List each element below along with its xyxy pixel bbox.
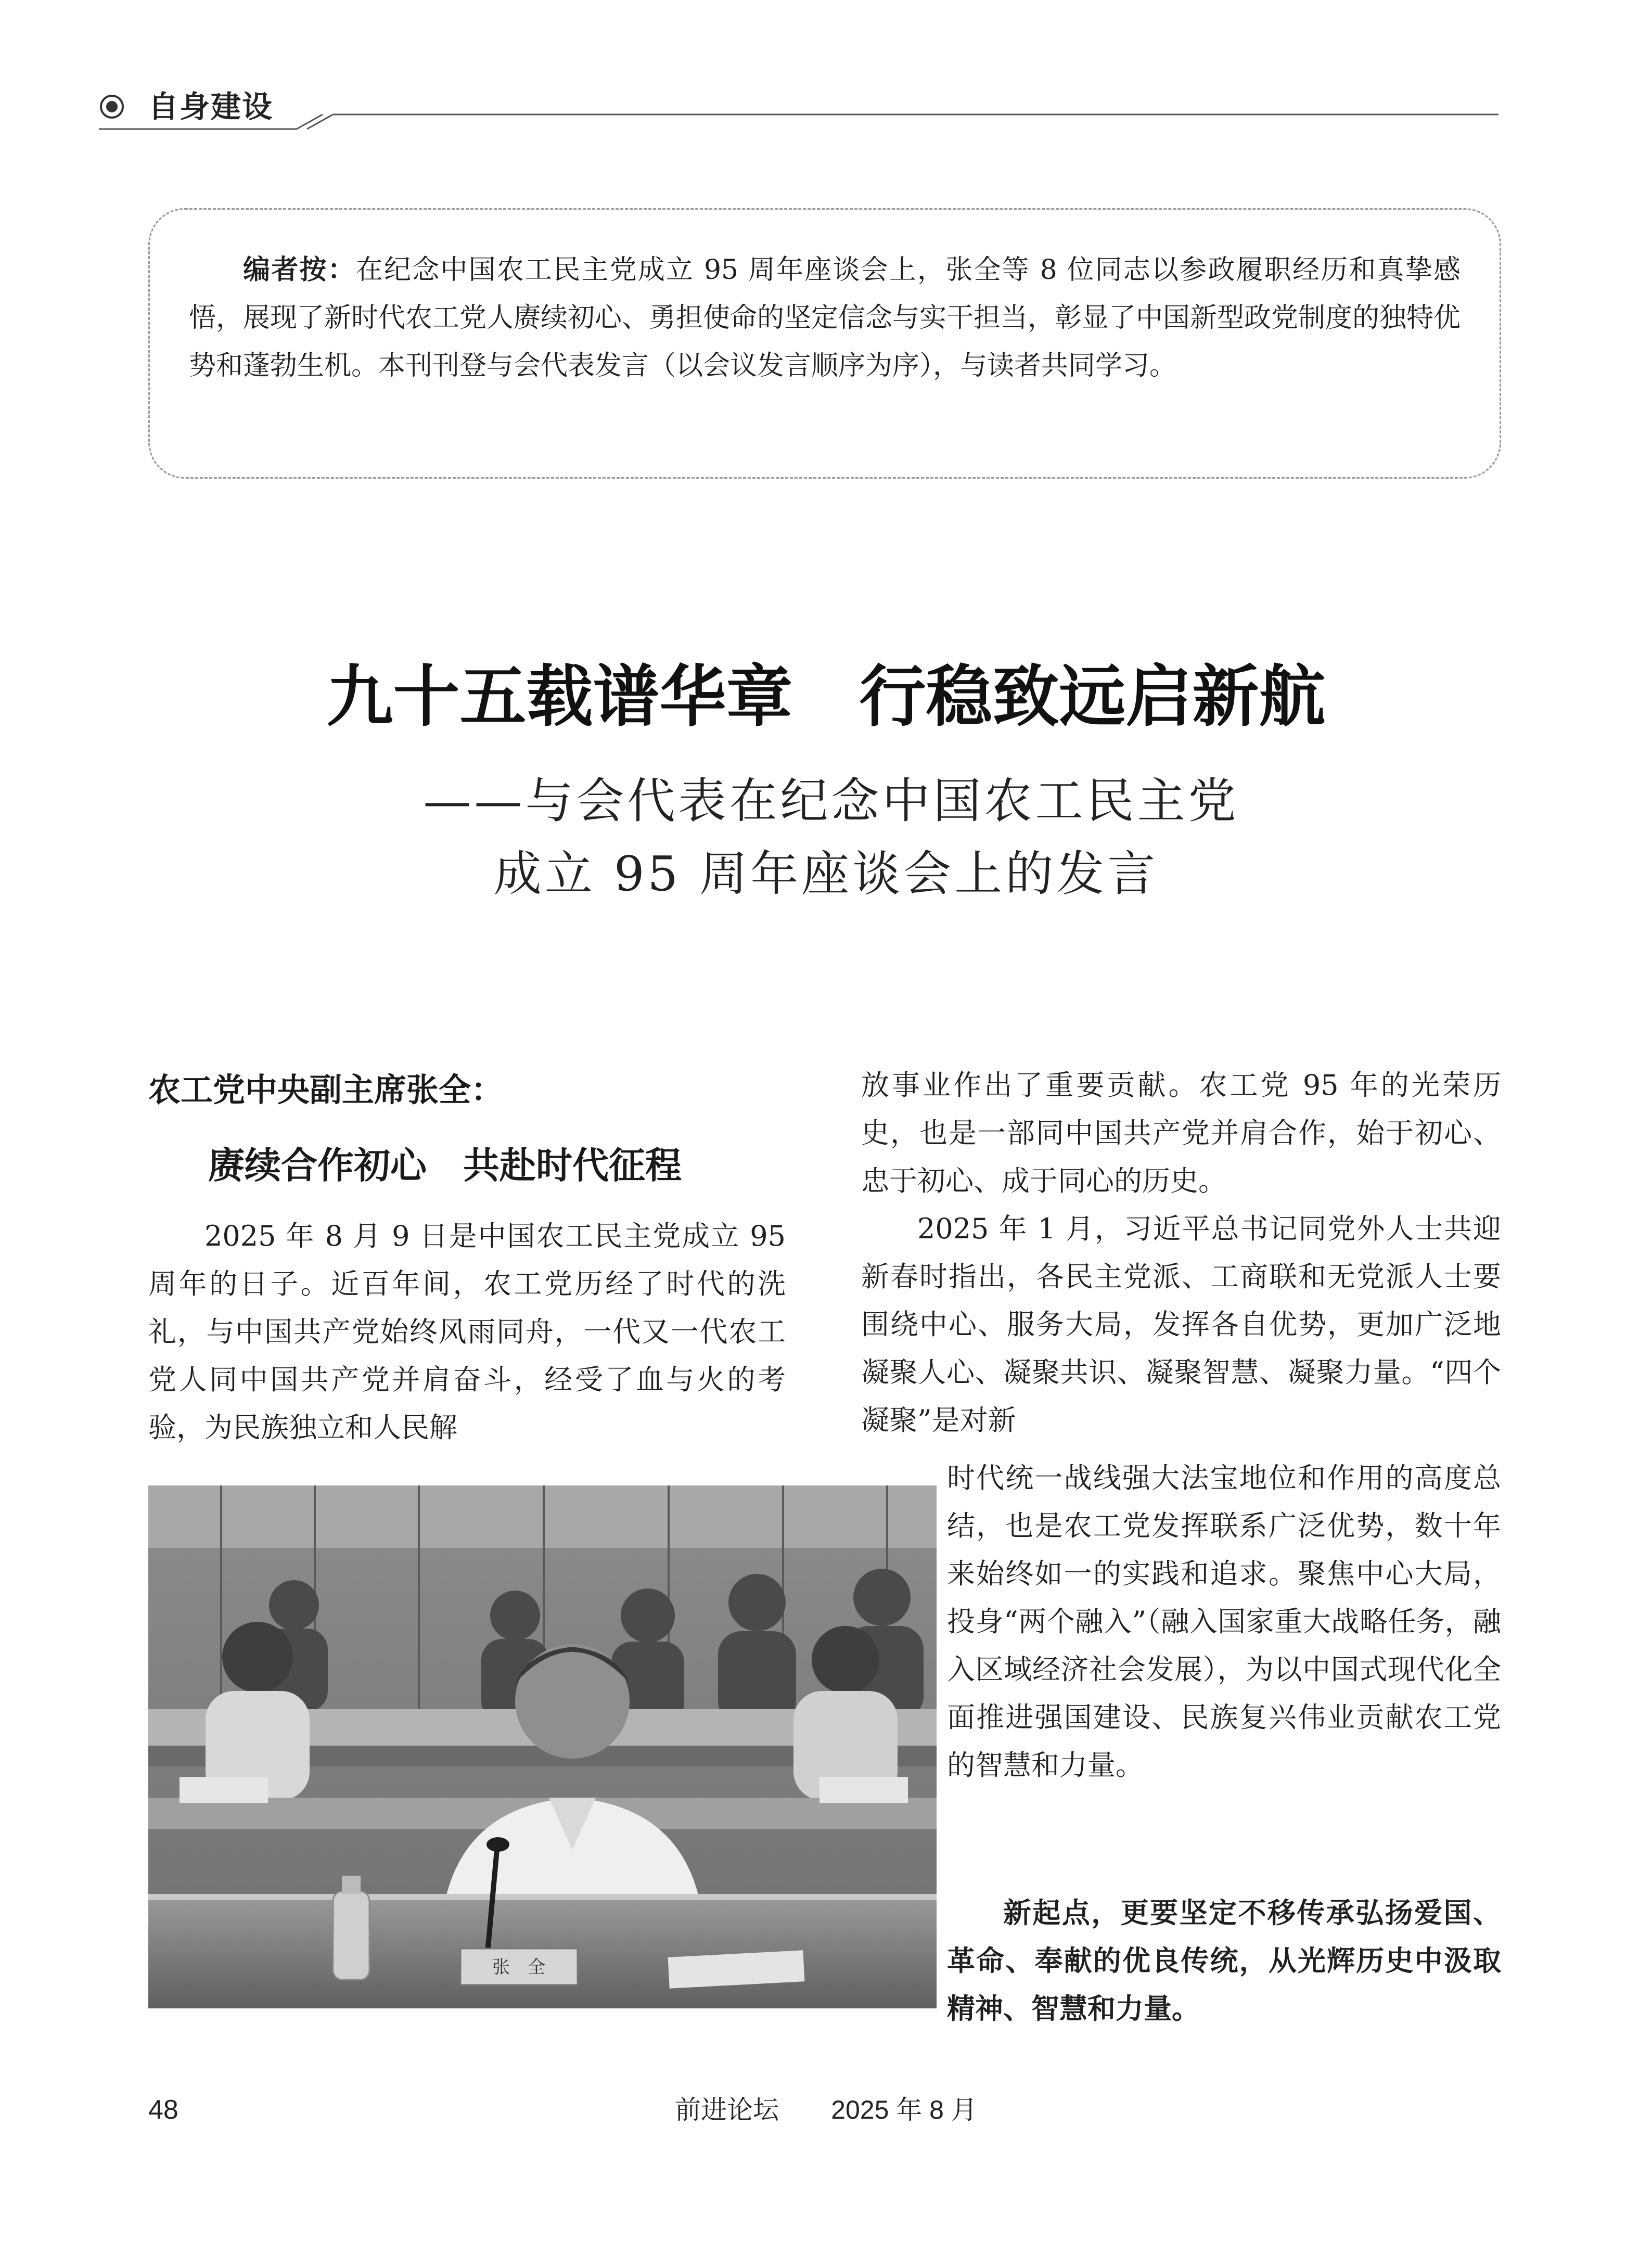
editor-note-box xyxy=(148,208,1501,479)
footer-publication: 前进论坛 2025 年 8 月 xyxy=(675,2095,977,2124)
body-paragraph: 2025 年 8 月 9 日是中国农工民主党成立 95 周年的日子。近百年间，农工党历经了时代的洗礼，与中国共产党始终风雨同舟，一代又一代农工党人同中国共产党并肩奋斗，经受了血与火的考验，为民族独立和人民解 xyxy=(148,1220,786,1444)
right-column-bold xyxy=(947,1889,1501,2032)
editor-note-text: 在纪念中国农工民主党成立 95 周年座谈会上，张全等 8 位同志以参政履职经历和真挚感悟，展现了新时代农工党人赓续初心、勇担使命的坚定信念与实干担当，彰显了中国新型政党制度的独特优势和蓬勃生机。本刊刊登与会代表发言（以会议发言顺序为序），与读者共同学习。 xyxy=(189,254,1461,381)
article-title: 九十五载谱华章 行稳致远启新航 xyxy=(326,658,1326,736)
editor-note xyxy=(189,246,1461,390)
left-column xyxy=(148,1212,786,1452)
article-subtitle-line-2: 成立 95 周年座谈会上的发言 xyxy=(493,846,1159,902)
body-paragraph-continuation: 时代统一战线强大法宝地位和作用的高度总结，也是农工党发挥联系广泛优势，数十年来始终如一的实践和追求。聚焦中心大局，投身“两个融入”（融入国家重大战略任务，融入区域经济社会发展），为以中国式现代化全面推进强国建设、民族复兴伟业贡献农工党的智慧和力量。 xyxy=(947,1462,1501,1782)
nameplate-text: 张 全 xyxy=(492,1957,545,1978)
speaker-heading: 农工党中央副主席张全： xyxy=(148,1071,504,1109)
meeting-photo-illustration xyxy=(148,1485,937,2008)
header-rule xyxy=(99,88,1499,135)
right-column-wrap xyxy=(947,1454,1501,1789)
body-paragraph-bold: 新起点，更要坚定不移传承弘扬爱国、革命、奉献的优良传统，从光辉历史中汲取精神、智慧和力量。 xyxy=(947,1896,1501,2025)
target-circle-icon xyxy=(99,94,125,120)
section-title: 自身建设 xyxy=(148,89,274,124)
article-subtitle-line-1: ——与会代表在纪念中国农工民主党 xyxy=(423,773,1239,829)
speech-title: 赓续合作初心 共赴时代征程 xyxy=(208,1144,682,1187)
editor-note-label: 编者按： xyxy=(243,254,356,286)
page-number: 48 xyxy=(148,2095,178,2125)
section-header xyxy=(99,88,1499,135)
right-column-top xyxy=(861,1061,1501,1444)
meeting-photo xyxy=(148,1485,937,2008)
body-paragraph-continuation: 放事业作出了重要贡献。农工党 95 年的光荣历史，也是一部同中国共产党并肩合作，始于初心、忠于初心、成于同心的历史。 xyxy=(861,1069,1501,1197)
body-paragraph: 2025 年 1 月，习近平总书记同党外人士共迎新春时指出，各民主党派、工商联和无党派人士要围绕中心、服务大局，发挥各自优势，更加广泛地凝聚人心、凝聚共识、凝聚智慧、凝聚力量。“四个凝聚”是对新 xyxy=(861,1212,1501,1437)
